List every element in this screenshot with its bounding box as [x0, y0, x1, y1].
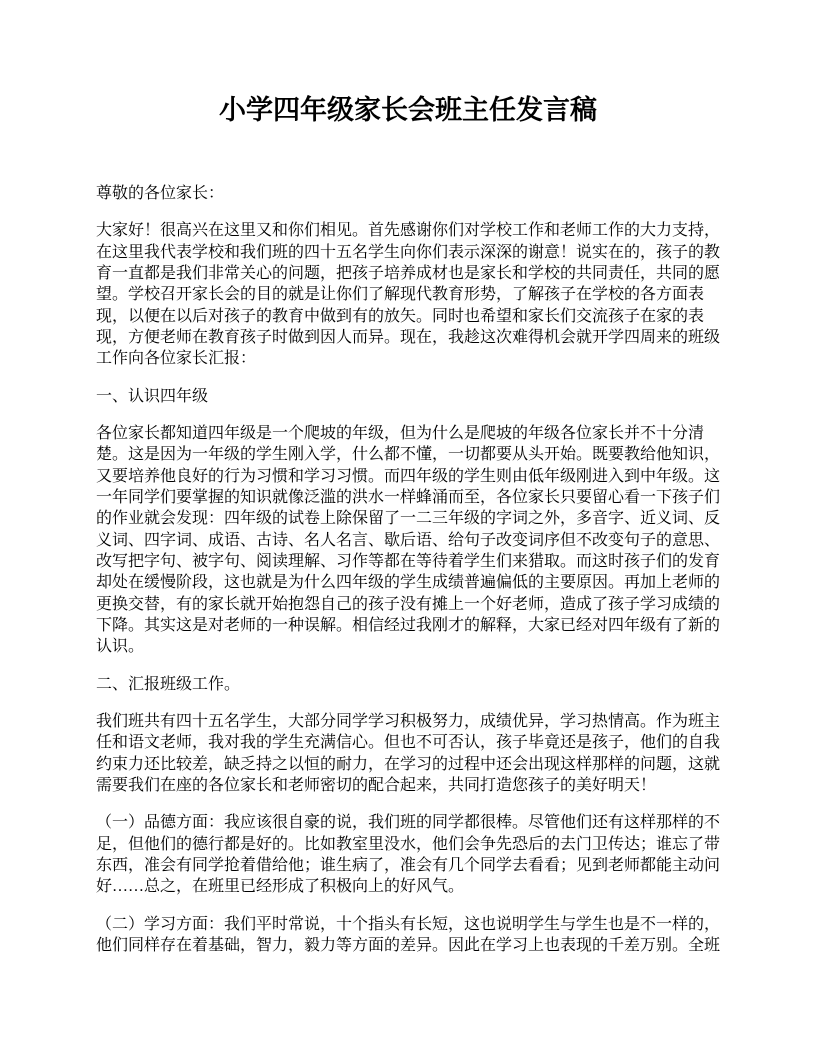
section-heading-class-report: 二、汇报班级工作。	[96, 675, 241, 693]
section-heading-knowing-grade4: 一、认识四年级	[96, 387, 209, 405]
paragraph-grade4-explanation: 各位家长都知道四年级是一个爬坡的年级，但为什么是爬坡的年级各位家长并不十分清楚。这是因为一年级的学生刚入学，什么都不懂，一切都要从头开始。既要教给他知识，又要培养他良好的行为习惯和学习习惯。而四年级的学生则由低年级刚进入到中年级。这一年同学们要掌握的知识就像泛滥的洪水一样蜂涌而至，各位家长只要留心看一下孩子们的作业就会发现：四年级的试卷上除保留了一二三年级的字词之外，多音字、近义词、反义词、四字词、成语、古诗、名人名言、歇后语、给句子改变词序但不改变句子的意思、改写把字句、被字句、阅读理解、习作等都在等待着学生们来猎取。而这时孩子们的发育却处在缓慢阶段，这也就是为什么四年级的学生成绩普遍偏低的主要原因。再加上老师的更换交替，有的家长就开始抱怨自己的孩子没有摊上一个好老师，造成了孩子学习成绩的下降。其实这是对老师的一种误解。相信经过我刚才的解释，大家已经对四年级有了新的认识。	[96, 424, 721, 656]
paragraph-class-overview: 我们班共有四十五名学生，大部分同学学习积极努力，成绩优异，学习热情高。作为班主任和语文老师，我对我的学生充满信心。但也不可否认，孩子毕竟还是孩子，他们的自我约束力还比较差，缺乏持之以恒的耐力，在学习的过程中还会出现这样那样的问题，这就需要我们在座的各位家长和老师密切的配合起来，共同打造您孩子的美好明天！	[96, 712, 721, 794]
paragraph-opening-greeting: 大家好！很高兴在这里又和你们相见。首先感谢你们对学校工作和老师工作的大力支持，在这里我代表学校和我们班的四十五名学生向你们表示深深的谢意！说实在的，孩子的教育一直都是我们非常关心的问题，把孩子培养成材也是家长和学校的共同责任，共同的愿望。学校召开家长会的目的就是让你们了解现代教育形势，了解孩子在学校的各方面表现，以便在以后对孩子的教育中做到有的放矢。同时也希望和家长们交流孩子在家的表现，方便老师在教育孩子时做到因人而异。现在，我趁这次难得机会就开学四周来的班级工作向各位家长汇报：	[96, 222, 721, 368]
paragraph-study-aspect: （二）学习方面：我们平时常说，十个指头有长短，这也说明学生与学生也是不一样的，他们同样存在着基础，智力，毅力等方面的差异。因此在学习上也表现的千差万别。全班	[96, 915, 721, 954]
salutation: 尊敬的各位家长：	[96, 185, 225, 202]
paragraph-moral-aspect: （一）品德方面：我应该很自豪的说，我们班的同学都很棒。尽管他们还有这样那样的不足，但他们的德行都是好的。比如教室里没水，他们会争先恐后的去门卫传达；谁忘了带东西，准会有同学抢着借给他；谁生病了，准会有几个同学去看看；见到老师都能主动问好……总之，在班里已经形成了积极向上的好风气。	[96, 814, 721, 896]
document-title: 小学四年级家长会班主任发言稿	[219, 95, 597, 125]
